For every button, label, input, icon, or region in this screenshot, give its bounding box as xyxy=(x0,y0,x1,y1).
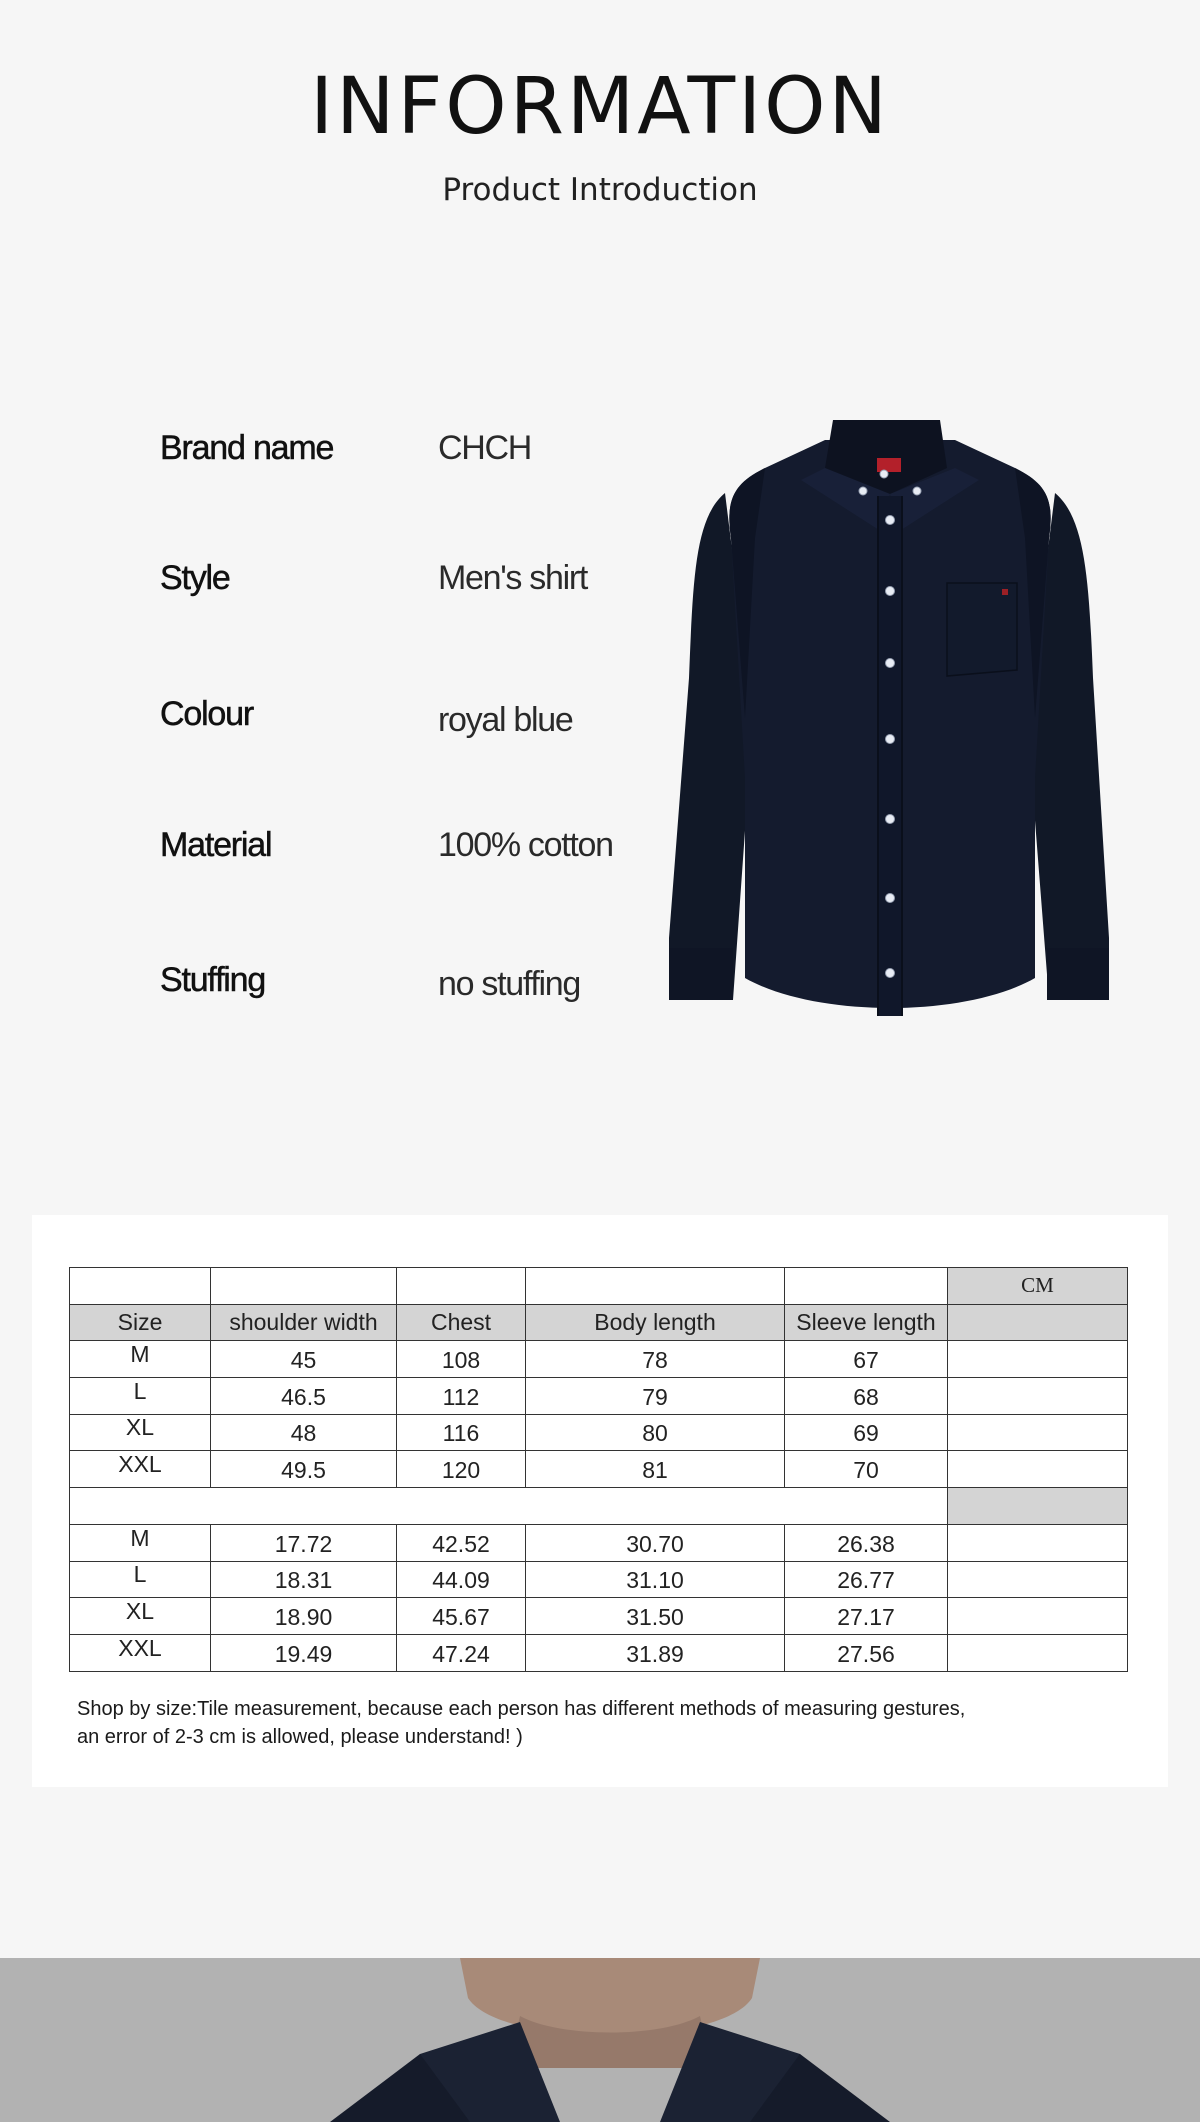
table-row xyxy=(70,1341,1128,1378)
table-row xyxy=(70,1378,1128,1415)
table-cell: 69 xyxy=(853,1420,879,1447)
table-cell: 70 xyxy=(853,1457,879,1484)
table-cell: 78 xyxy=(642,1347,668,1374)
table-cell: 120 xyxy=(441,1457,481,1484)
table-cell: XL xyxy=(125,1414,155,1441)
info-value: CHCH xyxy=(438,428,532,467)
column-header: Size xyxy=(117,1309,163,1336)
table-cell: 45 xyxy=(290,1347,317,1374)
table-cell: 67 xyxy=(853,1347,879,1374)
table-cell: 26.38 xyxy=(837,1530,895,1557)
table-header-row xyxy=(70,1304,1128,1341)
table-cell: 18.31 xyxy=(274,1567,333,1594)
info-label: Colour xyxy=(160,694,253,733)
table-cell: L xyxy=(133,1561,147,1588)
column-header: Sleeve length xyxy=(796,1309,936,1336)
table-cell: 112 xyxy=(442,1383,480,1410)
table-cell: L xyxy=(133,1377,147,1404)
size-chart-note xyxy=(77,1695,1137,1751)
table-cell: 49.5 xyxy=(281,1457,326,1484)
table-cell: 31.89 xyxy=(626,1640,684,1667)
size-chart-table xyxy=(69,1267,1128,1672)
table-cell: 47.24 xyxy=(432,1640,490,1667)
table-cell: XXL xyxy=(118,1451,162,1478)
table-cell: 27.17 xyxy=(837,1603,895,1630)
table-cell: 48 xyxy=(290,1420,317,1447)
info-label: Brand name xyxy=(160,428,334,467)
info-value: Men's shirt xyxy=(438,558,588,597)
table-cell: XXL xyxy=(118,1634,162,1661)
table-cell: 18.90 xyxy=(274,1603,333,1630)
table-cell: 46.5 xyxy=(281,1383,326,1410)
column-header: Body length xyxy=(594,1309,716,1336)
info-label: Style xyxy=(160,558,230,597)
shirt-product-image xyxy=(665,418,1115,1023)
table-cell: M xyxy=(130,1524,150,1551)
table-cell: 116 xyxy=(442,1420,480,1447)
page-header xyxy=(0,62,1200,208)
info-row-colour xyxy=(160,689,680,739)
info-value: 100% cotton xyxy=(438,825,613,864)
table-cell: 45.67 xyxy=(432,1603,490,1630)
table-separator-row xyxy=(70,1488,1128,1525)
table-cell: 27.56 xyxy=(837,1640,895,1667)
note-line: Shop by size:Tile measurement, because each person has different methods of measuring gestures, xyxy=(77,1698,966,1720)
table-cell: 42.52 xyxy=(432,1530,490,1557)
info-value: royal blue xyxy=(438,700,573,739)
table-row xyxy=(70,1268,1128,1305)
info-row-brand xyxy=(160,423,680,473)
model-photo xyxy=(0,1958,1200,2122)
table-cell: 108 xyxy=(441,1347,481,1374)
table-cell: 44.09 xyxy=(432,1567,490,1594)
table-row xyxy=(70,1524,1128,1561)
table-cell: 79 xyxy=(642,1383,668,1410)
table-cell: 19.49 xyxy=(274,1640,333,1667)
page-subtitle: Product Introduction xyxy=(442,172,758,208)
column-header: Chest xyxy=(430,1309,492,1336)
table-row xyxy=(70,1451,1128,1488)
table-cell: XL xyxy=(125,1597,155,1624)
table-row xyxy=(70,1414,1128,1451)
info-row-stuffing xyxy=(160,955,680,1005)
column-header: shoulder width xyxy=(229,1309,378,1336)
table-cell: M xyxy=(130,1341,150,1368)
model-photo-illustration xyxy=(0,1958,1200,2122)
info-row-material xyxy=(160,820,680,870)
unit-cell: CM xyxy=(948,1268,1128,1305)
table-cell: 26.77 xyxy=(837,1567,895,1594)
table-cell: 31.50 xyxy=(626,1603,684,1630)
table-cell: 81 xyxy=(642,1457,668,1484)
page-title: INFORMATION xyxy=(310,62,890,152)
info-label: Material xyxy=(160,825,272,864)
table-cell: 31.10 xyxy=(626,1567,684,1594)
table-row xyxy=(70,1598,1128,1635)
note-line: an error of 2-3 cm is allowed, please understand! ) xyxy=(77,1726,523,1748)
table-cell: 80 xyxy=(642,1420,668,1447)
table-cell: 30.70 xyxy=(626,1530,684,1557)
info-row-style xyxy=(160,553,680,603)
table-row xyxy=(70,1634,1128,1671)
table-cell: 68 xyxy=(853,1383,879,1410)
size-chart-card xyxy=(32,1215,1168,1787)
table-row xyxy=(70,1561,1128,1598)
table-cell: 17.72 xyxy=(274,1530,333,1557)
info-label: Stuffing xyxy=(160,960,266,999)
info-value: no stuffing xyxy=(438,964,580,1003)
